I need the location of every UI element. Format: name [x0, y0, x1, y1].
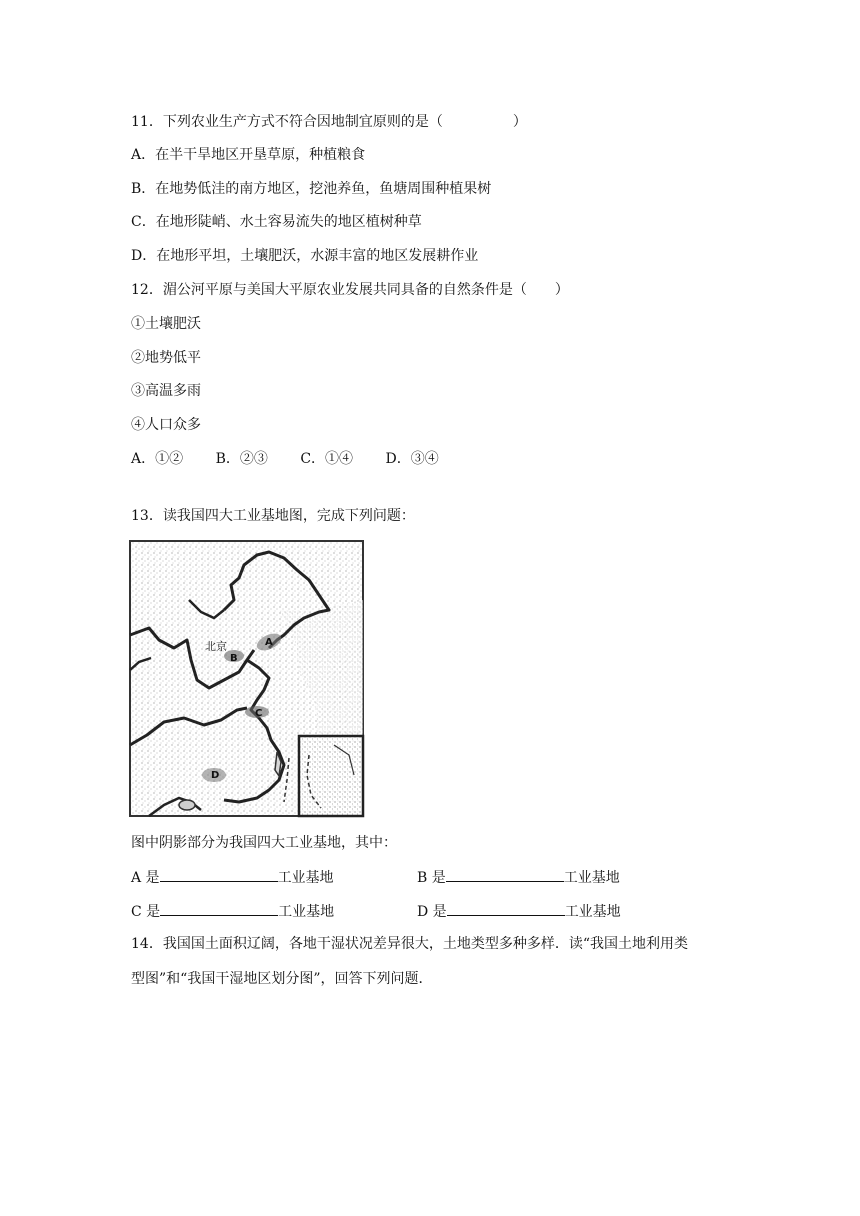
q12-choice-c: C．①④: [300, 451, 354, 467]
q13-blank-b: [417, 867, 620, 887]
hainan-island: [179, 800, 195, 810]
blank-c-input[interactable]: [160, 901, 278, 916]
blank-d-input[interactable]: [447, 901, 565, 916]
blank-c-suffix: 工业基地: [278, 904, 335, 920]
q11-option-b: B．在地势低洼的南方地区，挖池养鱼，鱼塘周围种植果树: [131, 181, 492, 197]
q11-option-a: A．在半干旱地区开垦草原，种植粮食: [131, 147, 366, 163]
q13-blank-d: [417, 901, 621, 921]
blank-d-suffix: 工业基地: [564, 904, 621, 920]
q14-line-1: 14．我国国土面积辽阔，各地干湿状况差异很大，土地类型多种多样．读“我国土地利用类: [131, 936, 688, 952]
map-label-a: A: [265, 637, 273, 648]
blank-a-prefix: A 是: [131, 870, 160, 886]
q13-blank-a: [131, 867, 334, 887]
q12-item-1: ①土壤肥沃: [131, 316, 201, 332]
q13-blank-c: [131, 901, 334, 921]
q12-choice-a: A．①②: [131, 451, 184, 467]
q12-item-3: ③高温多雨: [131, 383, 201, 399]
blank-b-suffix: 工业基地: [563, 870, 620, 886]
blank-c-prefix: C 是: [131, 904, 161, 920]
q13-caption: 图中阴影部分为我国四大工业基地，其中：: [131, 835, 397, 851]
q11-option-d: D．在地形平坦，土壤肥沃，水源丰富的地区发展耕作业: [131, 248, 479, 264]
q12-stem: 12．湄公河平原与美国大平原农业发展共同具备的自然条件是（ ）: [131, 282, 569, 298]
q12-item-2: ②地势低平: [131, 350, 201, 366]
blank-d-prefix: D 是: [417, 904, 447, 920]
blank-a-input[interactable]: [160, 867, 278, 882]
south-sea-inset: [299, 736, 363, 816]
map-label-d: D: [211, 770, 220, 781]
q13-stem: 13．读我国四大工业基地图，完成下列问题：: [131, 508, 415, 524]
q12-choice-d: D．③④: [385, 451, 439, 467]
industrial-base-map: [129, 540, 365, 818]
q12-choice-b: B．②③: [215, 451, 268, 467]
q11-stem: 11．下列农业生产方式不符合因地制宜原则的是（ ）: [131, 114, 527, 130]
q11-option-c: C．在地形陡峭、水土容易流失的地区植树种草: [131, 214, 422, 230]
blank-a-suffix: 工业基地: [277, 870, 334, 886]
q12-choices: [131, 450, 467, 468]
q12-item-4: ④人口众多: [131, 417, 201, 433]
q14-line-2: 型图”和“我国干湿地区划分图”，回答下列问题．: [131, 971, 433, 987]
map-label-c: C: [255, 708, 263, 719]
blank-b-prefix: B 是: [417, 870, 446, 886]
blank-b-input[interactable]: [446, 867, 564, 882]
map-label-beijing: 北京: [205, 640, 227, 653]
map-label-b: B: [230, 653, 238, 664]
